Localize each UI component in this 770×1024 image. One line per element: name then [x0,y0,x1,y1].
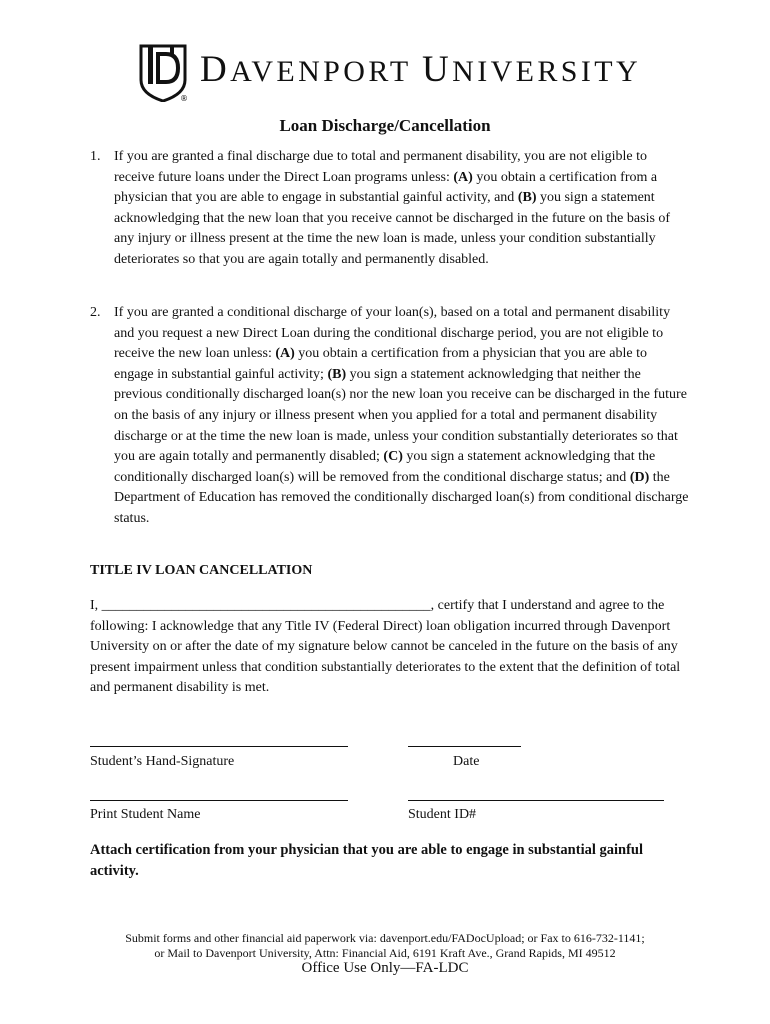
text-segment: you sign a statement acknowledging that neither the previous conditionally discharged loan(s) nor the new loan you receive can be discharged in the future on the basis of any injury or illness present when you applied for a total and permanent disability discharge or at the time the new loan is made, unless your condition substantially deteriorates so that you are again totally and permanently disabled; [114,366,687,465]
bold-label: (B) [327,366,347,382]
item-text [114,147,690,271]
bold-label: (D) [629,469,650,485]
document-title: Loan Discharge/Cancellation [279,116,491,135]
text-segment: If you are granted a conditional discharge of your loan(s), based on a total and permanent disability and you request a new Direct Loan during the conditional discharge period, you are not eligible to receive the new loan unless: [114,305,671,362]
attach-certification-note: Attach certification from your physician that you are able to engage in substantial gainful activity. [90,842,644,879]
bold-label: (C) [383,449,403,465]
section-heading: TITLE IV LOAN CANCELLATION [90,563,313,578]
footer-line-2: or Mail to Davenport University, Attn: Financial Aid, 6191 Kraft Ave., Grand Rapids, MI 49512 [154,946,616,960]
bold-label: (A) [275,346,295,362]
bold-label: (B) [517,190,537,206]
list-item-1 [90,147,690,271]
item-number: 1. [90,149,101,164]
bold-label: (A) [453,169,473,185]
date-label: Date [453,754,480,769]
text-segment: you sign a statement acknowledging that the new loan that you receive cannot be discharged in the future on the basis of any injury or illness present at the time the new loan is made, unless your condition substantially deteriorates so that you are again totally and permanently disabled. [114,190,671,267]
student-id-label: Student ID# [408,807,477,822]
footer-line-1: Submit forms and other financial aid paperwork via: davenport.edu/FADocUpload; or Fax to 616-732-1141; [125,931,645,945]
office-use-label: Office Use Only—FA-LDC [301,960,469,976]
text-segment: If you are granted a final discharge due to total and permanent disability, you are not eligible to receive future loans under the Direct Loan programs unless: [114,149,647,185]
list-item-2 [90,303,690,530]
item-number: 2. [90,305,101,320]
text-segment: you obtain a certification from a physician that you are able to engage in substantial gainful activity; [114,346,647,382]
text-segment: the Department of Education has removed the conditionally discharged loan(s) from conditional discharge status. [114,469,689,526]
certify-paragraph: I, _______________________________________________, certify that I understand and agree to the following: I acknowledge that any Title IV (Federal Direct) loan obligation incurred through Davenport University on or after the date of my signature below cannot be canceled in the future on the basis of any present impairment unless that condition substantially deteriorates to the extent that the definition of total and permanent disability is met. [90,598,681,696]
text-segment: you sign a statement acknowledging that the conditionally discharged loan(s) will be removed from the conditional discharge status; and [114,449,656,485]
registered-mark: ® [180,94,188,103]
item-text [114,303,690,530]
student-signature-label: Student’s Hand-Signature [90,754,235,769]
print-name-line[interactable] [90,800,348,801]
print-name-label: Print Student Name [90,807,201,822]
date-line[interactable] [408,746,521,747]
university-name: DAVENPORT UNIVERSITY [200,49,642,90]
student-id-line[interactable] [408,800,664,801]
text-segment: you obtain a certification from a physician that you are able to engage in substantial gainful activity, and [114,169,658,206]
student-signature-line[interactable] [90,746,348,747]
